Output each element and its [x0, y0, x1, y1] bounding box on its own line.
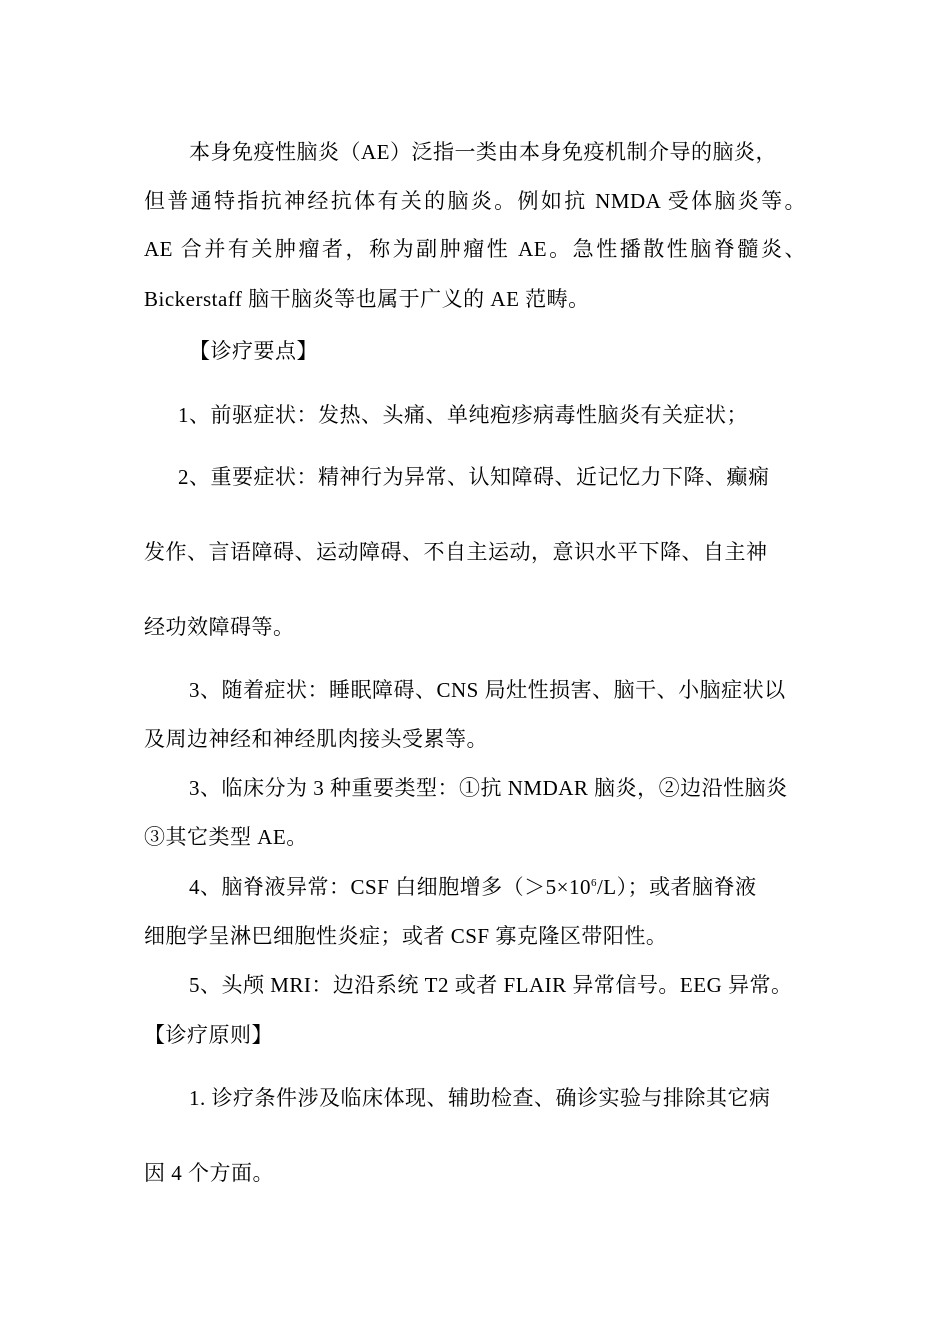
principle-1-line-2: 因 4 个方面。: [144, 1161, 274, 1185]
point-4-line-2: 细胞学呈淋巴细胞性炎症；或者 CSF 寡克隆区带阳性。: [144, 924, 668, 948]
point-3a-line-1: 3、随着症状：睡眠障碍、CNS 局灶性损害、脑干、小脑症状以: [189, 678, 786, 702]
point-4-text-end: /L）；或者脑脊液: [596, 875, 757, 899]
heading-principles: 【诊疗原则】: [144, 1023, 273, 1047]
point-1: 1、前驱症状：发热、头痛、单纯疱疹病毒性脑炎有关症状；: [178, 403, 748, 427]
intro-line-4: Bickerstaff 脑干脑炎等也属于广义的 AE 范畴。: [144, 287, 590, 311]
point-3b-line-2: ③其它类型 AE。: [144, 825, 308, 849]
point-2-line-1: 2、重要症状：精神行为异常、认知障碍、近记忆力下降、癫痫: [178, 465, 770, 489]
point-2-line-3: 经功效障碍等。: [144, 615, 295, 639]
point-3a-line-2: 及周边神经和神经肌肉接头受累等。: [144, 727, 488, 751]
principle-1-line-1: 1. 诊疗条件涉及临床体现、辅助检查、确诊实验与排除其它病: [189, 1086, 771, 1110]
point-3b-line-1: 3、临床分为 3 种重要类型：①抗 NMDAR 脑炎，②边沿性脑炎: [189, 776, 788, 800]
point-2-line-2: 发作、言语障碍、运动障碍、不自主运动，意识水平下降、自主神: [144, 540, 768, 564]
point-4-superscript: 6: [590, 877, 597, 889]
intro-line-2: 但普通特指抗神经抗体有关的脑炎。例如抗 NMDA 受体脑炎等。: [144, 189, 806, 213]
heading-key-points: 【诊疗要点】: [189, 339, 318, 363]
point-4-line-1: [189, 873, 757, 901]
intro-line-3: AE 合并有关肿瘤者，称为副肿瘤性 AE。急性播散性脑脊髓炎、: [144, 237, 806, 261]
point-4-text-start: 4、脑脊液异常：CSF 白细胞增多（＞5×10: [189, 875, 591, 899]
point-5: 5、头颅 MRI：边沿系统 T2 或者 FLAIR 异常信号。EEG 异常。: [189, 973, 793, 997]
intro-line-1: 本身免疫性脑炎（AE）泛指一类由本身免疫机制介导的脑炎，: [189, 140, 777, 164]
